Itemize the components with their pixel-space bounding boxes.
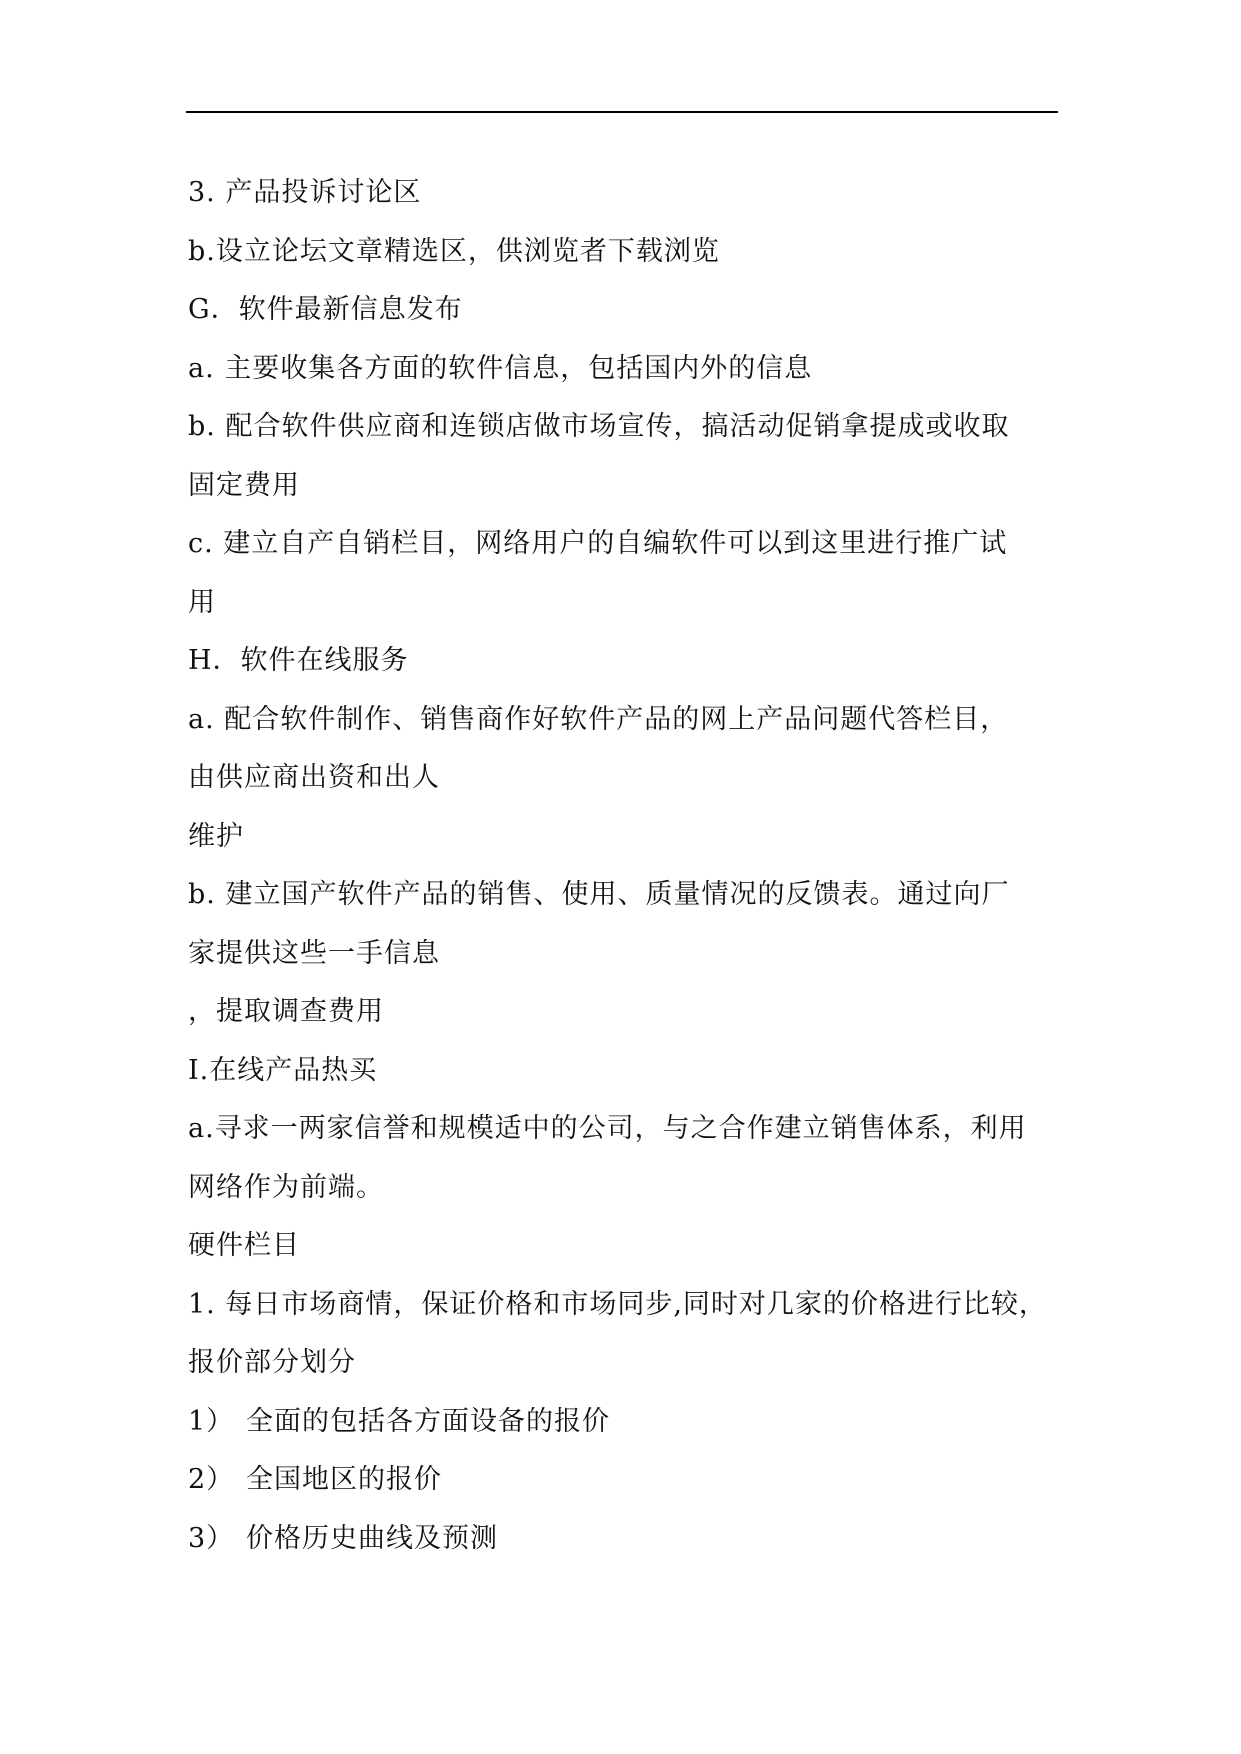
numbered-item-text: 全面的包括各方面设备的报价 xyxy=(246,1405,610,1437)
section-item-a-online-qa-cont: 由供应商出资和出人 xyxy=(188,762,440,793)
numbered-item-marker: 1） xyxy=(188,1405,235,1437)
header-rule xyxy=(186,111,1058,113)
numbered-item-text: 价格历史曲线及预测 xyxy=(246,1522,498,1554)
numbered-item xyxy=(188,1510,1060,1569)
section-heading-h: H．软件在线服务 xyxy=(188,645,409,676)
numbered-item-text: 全国地区的报价 xyxy=(246,1464,442,1495)
section-item-a-online-qa: a. 配合软件制作、销售商作好软件产品的网上产品问题代答栏目， xyxy=(188,703,1009,735)
section-item-b-promotion-cont: 固定费用 xyxy=(188,469,300,501)
section-item-b-forum-articles: b.设立论坛文章精选区，供浏览者下载浏览 xyxy=(188,235,720,267)
section-item-c-self-made-cont: 用 xyxy=(188,586,216,618)
section-item-1-market-quotes: 1. 每日市场商情，保证价格和市场同步,同时对几家的价格进行比较， xyxy=(188,1288,1047,1320)
section-heading-i: I.在线产品热买 xyxy=(188,1054,378,1086)
section-item-b-feedback: b. 建立国产软件产品的销售、使用、质量情况的反馈表。通过向厂 xyxy=(188,879,1010,910)
section-item-b-feedback-cont: 家提供这些一手信息 xyxy=(188,937,440,969)
section-item-a-collect-info: a. 主要收集各方面的软件信息，包括国内外的信息 xyxy=(188,352,813,384)
section-item-a-online-qa-cont2: 维护 xyxy=(188,820,244,852)
section-heading-g: G．软件最新信息发布 xyxy=(188,294,463,325)
section-item-b-promotion: b. 配合软件供应商和连锁店做市场宣传，搞活动促销拿提成或收取 xyxy=(188,411,1010,442)
numbered-item xyxy=(188,1451,1060,1510)
section-item-1-market-quotes-cont: 报价部分划分 xyxy=(188,1347,356,1378)
document-body xyxy=(188,164,1060,1568)
section-item-a-partners-cont: 网络作为前端。 xyxy=(188,1171,384,1203)
section-item-c-self-made: c. 建立自产自销栏目，网络用户的自编软件可以到这里进行推广试 xyxy=(188,528,1008,559)
section-heading-hardware: 硬件栏目 xyxy=(188,1230,300,1261)
numbered-item-marker: 2） xyxy=(188,1464,235,1495)
section-item-b-feedback-cont2: ，提取调查费用 xyxy=(188,996,384,1027)
numbered-item-marker: 3） xyxy=(188,1522,235,1554)
section-item-a-partners: a.寻求一两家信誉和规模适中的公司，与之合作建立销售体系，利用 xyxy=(188,1113,1027,1144)
numbered-item xyxy=(188,1393,1060,1452)
section-item-3-complaints: 3. 产品投诉讨论区 xyxy=(188,177,422,208)
